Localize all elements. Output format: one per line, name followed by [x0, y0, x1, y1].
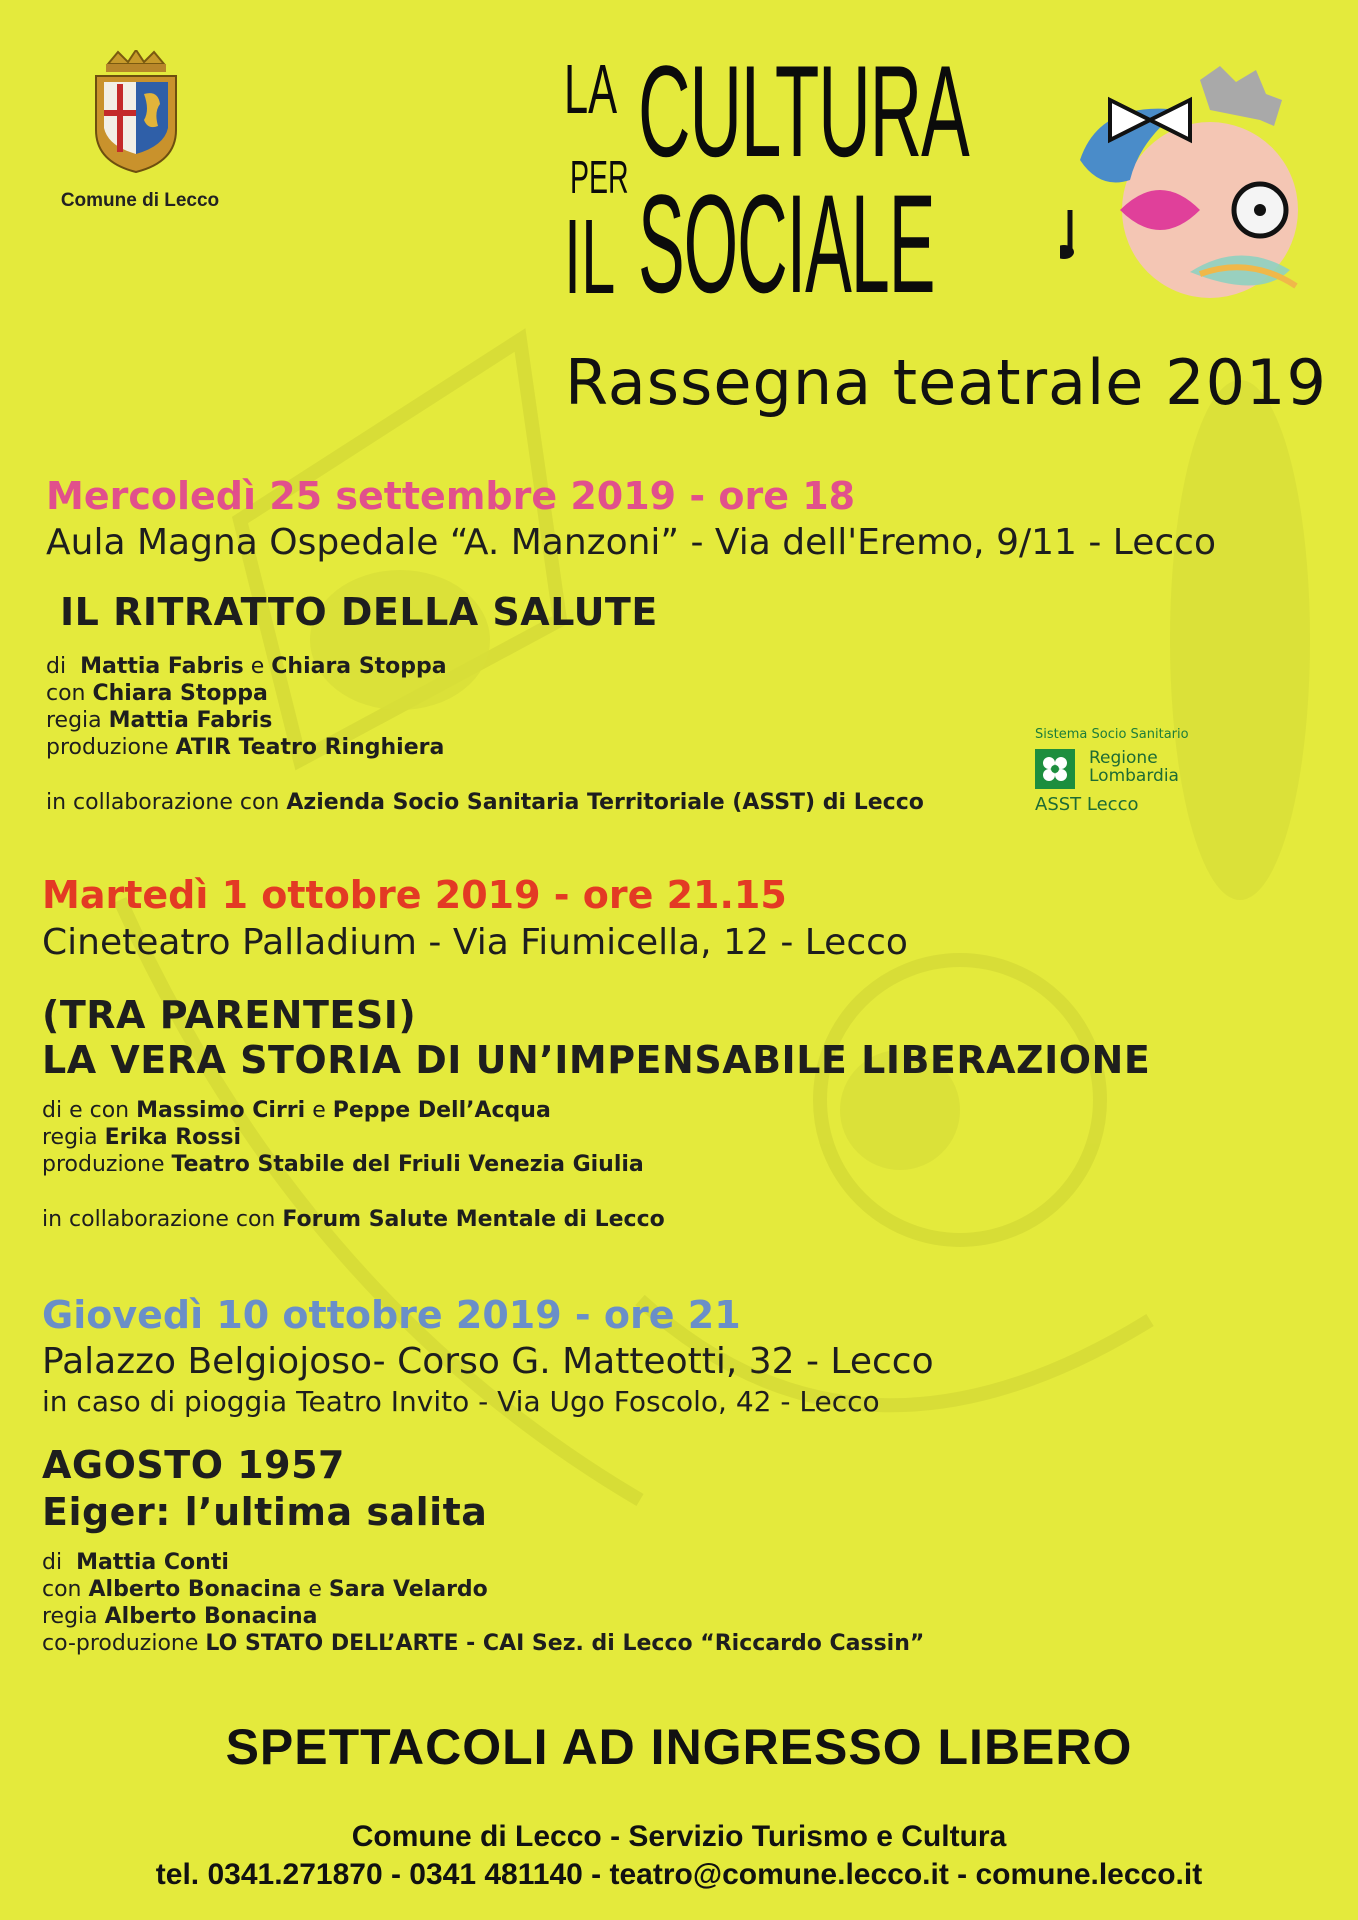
brand-logotype [560, 38, 1030, 322]
credit-prefix: produzione [46, 735, 169, 760]
credit-line [46, 734, 447, 761]
credit-line [42, 1124, 644, 1151]
credit-person: Alberto Bonacina [88, 1577, 302, 1602]
collab-prefix: in collaborazione con [42, 1207, 276, 1232]
credit-prefix: regia [42, 1604, 98, 1629]
credit-prefix: regia [42, 1125, 98, 1150]
asst-lecco-logo [1035, 727, 1205, 817]
event-2-venue: Cineteatro Palladium - Via Fiumicella, 12 - Lecco [42, 922, 908, 963]
credit-prefix: di [42, 1550, 63, 1575]
credit-prefix: produzione [42, 1152, 165, 1177]
credit-person: Sara Velardo [328, 1577, 488, 1602]
credit-prefix: con [42, 1577, 82, 1602]
credit-prefix: regia [46, 708, 102, 733]
credit-line [42, 1549, 924, 1576]
credit-person: Alberto Bonacina [104, 1604, 318, 1629]
lombardia-rose-icon [1035, 749, 1075, 789]
credit-line [46, 653, 447, 680]
event-1-collaboration [46, 789, 924, 816]
collab-prefix: in collaborazione con [46, 790, 280, 815]
credit-company: LO STATO DELL’ARTE - CAI Sez. di Lecco “Riccardo Cassin” [205, 1631, 925, 1656]
asst-lecco-label: ASST Lecco [1035, 794, 1139, 815]
credit-line [42, 1576, 924, 1603]
credit-line [46, 707, 447, 734]
mascot-face-illustration [1060, 60, 1310, 310]
credit-person: Mattia Fabris [80, 654, 244, 679]
credit-line [46, 680, 447, 707]
region-line: Lombardia [1089, 766, 1179, 786]
collab-partner: Azienda Socio Sanitaria Territoriale (ASST) di Lecco [286, 790, 924, 815]
footer-contacts: tel. 0341.271870 - 0341 481140 - teatro@comune.lecco.it - comune.lecco.it [155, 1858, 1203, 1891]
credit-prefix: di [46, 654, 67, 679]
credit-person: Massimo Cirri [136, 1098, 306, 1123]
event-1-credits [46, 653, 447, 761]
credit-conjunction: e [312, 1098, 326, 1123]
credit-person: Erika Rossi [104, 1125, 241, 1150]
event-3-credits [42, 1549, 924, 1657]
event-3-date: Giovedì 10 ottobre 2019 - ore 21 [42, 1293, 741, 1337]
credit-person: Mattia Conti [76, 1550, 229, 1575]
credit-line [42, 1151, 644, 1178]
event-3-title-line1: AGOSTO 1957 [42, 1443, 345, 1487]
brand-sociale: SOCIALE [638, 165, 935, 322]
event-2-credits [42, 1097, 644, 1178]
region-line: Regione [1089, 748, 1158, 768]
credit-company: Teatro Stabile del Friuli Venezia Giulia [171, 1152, 644, 1177]
credit-conjunction: e [308, 1577, 322, 1602]
brand-per: PER [570, 151, 629, 203]
event-2-date: Martedì 1 ottobre 2019 - ore 21.15 [42, 873, 787, 917]
credit-person: Chiara Stoppa [271, 654, 447, 679]
credit-line [42, 1097, 644, 1124]
brand-la: LA [564, 50, 618, 128]
event-3-rain-venue: in caso di pioggia Teatro Invito - Via Ugo Foscolo, 42 - Lecco [42, 1385, 880, 1418]
credit-company: ATIR Teatro Ringhiera [175, 735, 445, 760]
municipality-label: Comune di Lecco [60, 190, 220, 211]
event-2-title-line1: (TRA PARENTESI) [42, 993, 417, 1037]
event-2-collaboration [42, 1206, 665, 1233]
event-1-title: IL RITRATTO DELLA SALUTE [60, 590, 658, 634]
credit-line [42, 1603, 924, 1630]
credit-prefix: co-produzione [42, 1631, 199, 1656]
event-3-title-line2: Eiger: l’ultima salita [42, 1490, 488, 1534]
credit-person: Peppe Dell’Acqua [332, 1098, 551, 1123]
collab-partner: Forum Salute Mentale di Lecco [282, 1207, 665, 1232]
credit-prefix: con [46, 681, 86, 706]
footer-organizer: Comune di Lecco - Servizio Turismo e Cultura [351, 1820, 1007, 1853]
credit-person: Chiara Stoppa [92, 681, 268, 706]
event-2-title-line2: LA VERA STORIA DI UN’IMPENSABILE LIBERAZIONE [42, 1038, 1151, 1082]
lecco-crest-logo [88, 50, 184, 174]
asst-region-label [1089, 749, 1179, 785]
event-1-date: Mercoledì 25 settembre 2019 - ore 18 [46, 474, 856, 518]
asst-system-label: Sistema Socio Sanitario [1035, 727, 1189, 742]
event-3-venue: Palazzo Belgiojoso- Corso G. Matteotti, 32 - Lecco [42, 1341, 934, 1382]
credit-line [42, 1630, 924, 1657]
credit-conjunction: e [250, 654, 265, 679]
brand-cultura: CULTURA [638, 38, 969, 184]
event-1-venue: Aula Magna Ospedale “A. Manzoni” - Via dell'Eremo, 9/11 - Lecco [46, 522, 1216, 563]
free-entry-banner: SPETTACOLI AD INGRESSO LIBERO [225, 1719, 1133, 1775]
brand-il: IL [564, 198, 616, 316]
credit-prefix: di e con [42, 1098, 130, 1123]
credit-person: Mattia Fabris [108, 708, 273, 733]
festival-subtitle: Rassegna teatrale 2019 [565, 346, 1327, 419]
